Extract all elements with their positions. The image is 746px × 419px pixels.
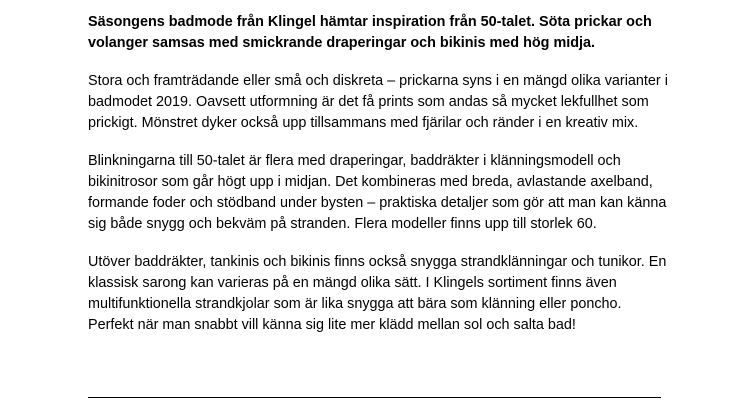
- article-paragraph: Utöver baddräkter, tankinis och bikinis finns också snygga strandklänningar och tunikor. En klassisk sarong kan varieras på en mängd olika sätt. I Klingels sortiment finns även multifunktionella strandkjolar som är lika snygga att bära som klänning eller poncho. Perfekt när man snabbt vill känna sig lite mer klädd mellan sol och salta bad!: [88, 254, 667, 333]
- horizontal-divider: [88, 397, 661, 398]
- article-lead: Säsongens badmode från Klingel hämtar inspiration från 50-talet. Söta prickar och volanger samsas med smickrande draperingar och bikinis med hög midja.: [88, 14, 652, 51]
- article-paragraph: Stora och framträdande eller små och diskreta – prickarna syns i en mängd olika varianter i badmodet 2019. Oavsett utformning är det få prints som andas så mycket lekfullhet som prickigt. Mönstret dyker också upp tillsammans med fjärilar och ränder i en kreativ mix.: [88, 73, 668, 131]
- article-body: [88, 12, 668, 353]
- article-paragraph: Blinkningarna till 50-talet är flera med draperingar, baddräkter i klänningsmodell och bikinitrosor som går högt upp i midjan. Det kombineras med breda, avlastande axelband, formande foder och stödband under bysten – praktiska detaljer som gör att man kan känna sig både snygg och bekväm på stranden. Flera modeller finns upp till storlek 60.: [88, 153, 667, 232]
